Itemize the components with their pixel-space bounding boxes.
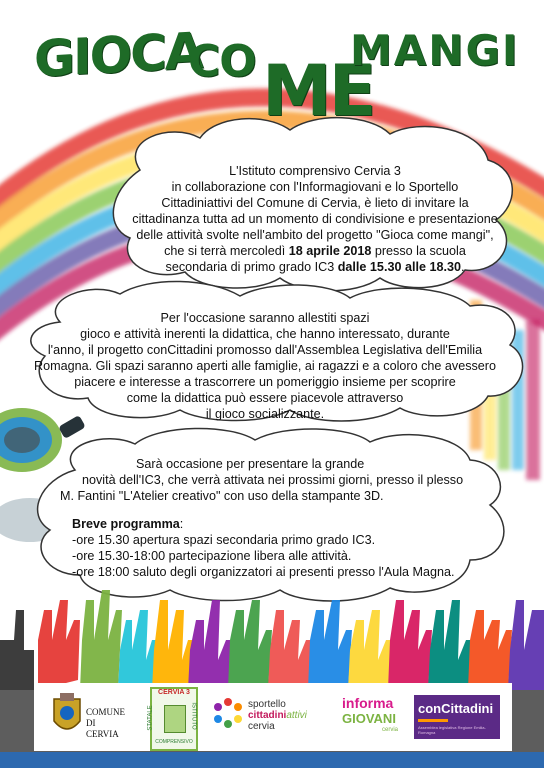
informa-label: informa xyxy=(342,695,394,711)
text-line-time xyxy=(120,259,510,275)
text-line: in collaborazione con l'Informagiovani e lo Sportello xyxy=(171,180,459,194)
text-line: Cittadiniattivi del Comune di Cervia, è lieto di invitare la xyxy=(161,196,469,210)
title-word-co: CO xyxy=(188,36,256,87)
istituto-bottom-label: COMPRENSIVO xyxy=(155,739,193,745)
comune-label: DI CERVIA xyxy=(86,718,119,739)
text-line: il gioco socializzante. xyxy=(205,407,325,421)
istituto-right-label: ISTITUTO xyxy=(190,702,197,730)
program-item: -ore 18:00 saluto degli organizzatori ai presenti presso l'Aula Magna. xyxy=(72,565,455,579)
text-line: L'Istituto comprensivo Cervia 3 xyxy=(229,164,401,178)
event-time: dalle 15.30 alle 18.30 xyxy=(337,260,461,274)
comune-label: COMUNE xyxy=(86,707,126,717)
text-line: M. Fantini "L'Atelier creativo" con uso della stampante 3D. xyxy=(60,489,384,503)
text-fragment: : xyxy=(179,517,184,531)
comune-cervia-logo xyxy=(50,691,130,743)
sportello-cittadini-attivi-logo xyxy=(212,697,332,737)
partner-logos-bar xyxy=(34,683,512,751)
title-word-me: ME xyxy=(262,50,374,132)
colored-dots-icon xyxy=(212,697,244,729)
text-line: l'anno, il progetto conCittadini promosso dall'Assemblea Legislativa dell'Emilia xyxy=(47,343,483,357)
text-line: come la didattica può essere piacevole attraverso xyxy=(126,391,404,405)
text-fragment: presso la scuola xyxy=(374,244,466,258)
program-text xyxy=(50,456,480,580)
text-fragment: secondaria di primo grado IC3 xyxy=(165,260,335,274)
informa-city: cervia xyxy=(382,727,399,733)
concittadini-subtitle: Assemblea legislativa Regione Emilia-Romagna xyxy=(418,725,486,735)
coat-of-arms-icon xyxy=(50,691,84,739)
informagiovani-logo xyxy=(342,693,406,739)
program-heading xyxy=(50,516,480,532)
sportello-label: sportello xyxy=(248,699,286,710)
istituto-left-label: STATALE xyxy=(147,705,154,731)
activities-text xyxy=(30,310,500,422)
program-item: -ore 15.30 apertura spazi secondaria primo grado IC3. xyxy=(72,533,376,547)
title-word-mangi: MANGI xyxy=(350,26,520,75)
event-date: 18 aprile 2018 xyxy=(288,244,372,258)
text-line: piacere e interesse a trascorrere un pomeriggio insieme per scoprire xyxy=(74,375,456,389)
text-line: novità dell'IC3, che verrà attivata nei prossimi giorni, presso il plesso xyxy=(82,473,464,487)
text-line: Sarà occasione per presentare la grande xyxy=(136,457,365,471)
giovani-label: GIOVANI xyxy=(342,711,396,726)
text-line: cittadinanza tutta ad un momento di condivisione e presentazione xyxy=(132,212,498,226)
concittadini-accent-bar xyxy=(418,719,448,722)
program-item: -ore 15.30-18:00 partecipazione libera alle attività. xyxy=(72,549,352,563)
program-title: Breve programma xyxy=(72,517,180,531)
sportello-city: cervia xyxy=(248,721,275,732)
text-line: Per l'occasione saranno allestiti spazi xyxy=(160,311,370,325)
invitation-text xyxy=(120,163,510,275)
text-fragment: che si terrà mercoledì xyxy=(164,244,286,258)
istituto-top-label: CERVIA 3 xyxy=(158,689,190,696)
text-line: gioco e attività inerenti la didattica, che hanno interessato, durante xyxy=(80,327,450,341)
sportello-cittadini: cittadini xyxy=(248,710,287,721)
school-building-icon xyxy=(164,705,186,733)
istituto-comprensivo-logo xyxy=(147,687,198,751)
concittadini-label: conCittadini xyxy=(418,701,494,716)
sportello-cittadini-attivi xyxy=(248,710,307,721)
text-line-date xyxy=(120,243,510,259)
text-line: delle attività svolte nell'ambito del progetto "Gioca come mangi", xyxy=(136,228,494,242)
concittadini-logo xyxy=(414,695,500,739)
text-fragment: . xyxy=(460,260,465,274)
text-line: Romagna. Gli spazi saranno aperti alle famiglie, ai ragazzi e a coloro che avessero xyxy=(33,359,496,373)
spacer xyxy=(50,504,480,516)
title-word-gioca: GIOCA xyxy=(34,21,202,89)
sportello-attivi: attivi xyxy=(286,710,307,721)
